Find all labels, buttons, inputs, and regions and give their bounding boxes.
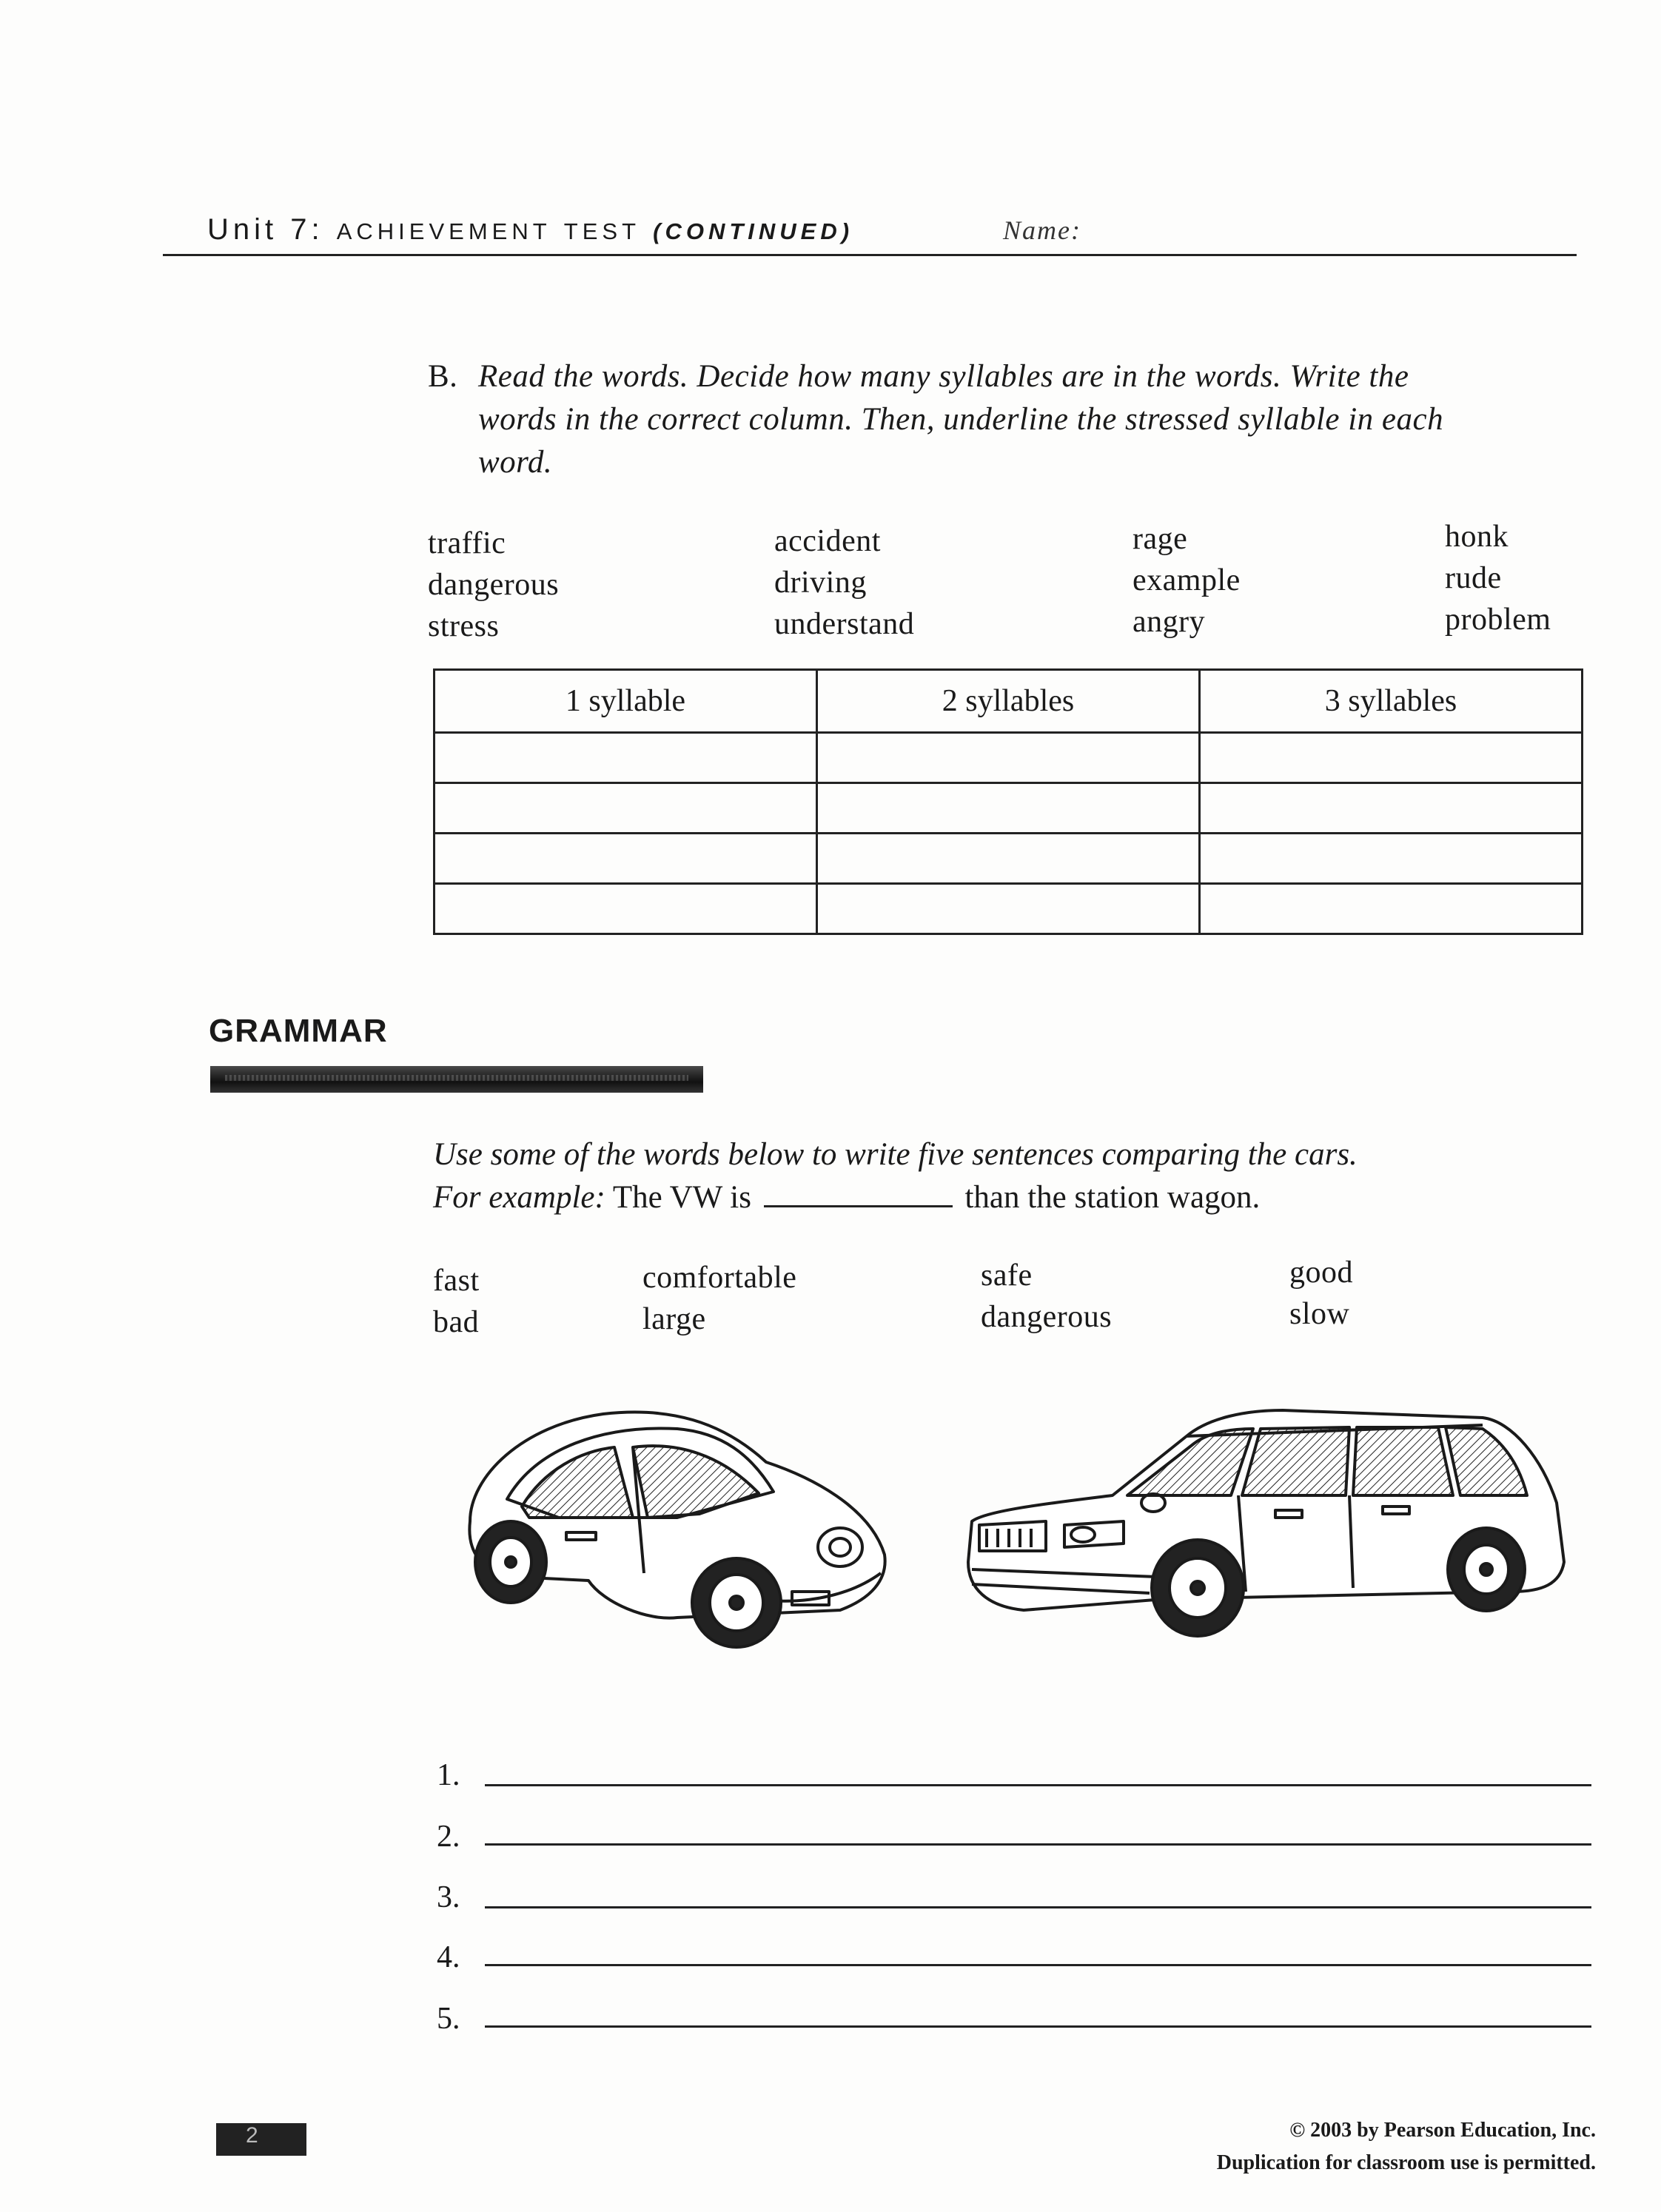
example-label: For example:: [433, 1180, 605, 1215]
word-column-1: [428, 523, 559, 647]
word-item: dangerous: [428, 568, 560, 602]
word-column-3: [1132, 518, 1241, 643]
word-item: good: [1289, 1256, 1353, 1290]
word-item: comfortable: [642, 1261, 797, 1295]
table-row: [434, 834, 1583, 884]
answer-cell[interactable]: [434, 733, 817, 783]
answer-line-1[interactable]: [485, 1784, 1591, 1786]
table-row: [434, 783, 1583, 834]
page-number-tab: [216, 2123, 306, 2156]
grammar-instructions: [433, 1134, 1588, 1219]
answer-cell[interactable]: [817, 884, 1200, 934]
word-column-4: [1445, 516, 1551, 640]
table-row: [434, 733, 1583, 783]
answer-line-4[interactable]: [485, 1964, 1591, 1966]
word-item: problem: [1445, 603, 1551, 637]
vw-beetle-illustration: [455, 1395, 899, 1662]
grammar-instruction-line: Use some of the words below to write five sentences comparing the cars.: [433, 1137, 1358, 1172]
word-item: bad: [433, 1305, 480, 1339]
answer-line-3[interactable]: [485, 1906, 1591, 1908]
header-1-syllable: 1 syllable: [434, 670, 817, 733]
answer-line-5[interactable]: [485, 2025, 1591, 2028]
word-item: honk: [1445, 520, 1509, 554]
copyright-line-1: © 2003 by Pearson Education, Inc.: [1289, 2119, 1596, 2142]
word-item: traffic: [428, 526, 506, 560]
example-after: than the station wagon.: [964, 1180, 1261, 1215]
grammar-word-column-4: [1289, 1252, 1353, 1335]
grammar-title: GRAMMAR: [209, 1013, 388, 1049]
answer-number-4: 4.: [437, 1940, 460, 1974]
station-wagon-illustration: [964, 1392, 1571, 1666]
answer-cell[interactable]: [1200, 783, 1583, 834]
unit-header: [207, 213, 853, 247]
title-test: TEST: [563, 218, 641, 244]
answer-line-2[interactable]: [485, 1843, 1591, 1846]
word-item: fast: [433, 1264, 480, 1298]
section-b-label: B.: [428, 359, 458, 394]
grammar-word-column-2: [642, 1257, 796, 1340]
answer-cell[interactable]: [817, 733, 1200, 783]
example-before: The VW is: [612, 1180, 751, 1215]
unit-label: Unit 7:: [207, 213, 324, 246]
grammar-word-column-1: [433, 1260, 480, 1343]
header-2-syllables: 2 syllables: [817, 670, 1200, 733]
word-item: driving: [774, 566, 867, 600]
answer-cell[interactable]: [434, 884, 817, 934]
word-item: rude: [1445, 561, 1502, 595]
answer-cell[interactable]: [434, 783, 817, 834]
name-label: Name:: [1003, 215, 1081, 245]
word-column-2: [774, 520, 914, 645]
header-rule: [163, 254, 1577, 256]
word-item: rage: [1132, 522, 1188, 556]
instruction-line-2: words in the correct column. Then, underline the stressed syllable in each: [478, 402, 1444, 437]
answer-cell[interactable]: [1200, 884, 1583, 934]
answer-cell[interactable]: [1200, 834, 1583, 884]
title-achievement: ACHIEVEMENT: [336, 218, 551, 244]
word-item: slow: [1289, 1297, 1350, 1331]
syllable-table: [433, 668, 1583, 935]
word-item: large: [642, 1302, 706, 1336]
grammar-example-line: [433, 1176, 1588, 1219]
answer-number-1: 1.: [437, 1758, 460, 1792]
grammar-bar: [210, 1066, 703, 1093]
answer-number-2: 2.: [437, 1820, 460, 1854]
table-row: [434, 884, 1583, 934]
instruction-line-3: word.: [478, 445, 553, 480]
answer-number-5: 5.: [437, 2002, 460, 2036]
word-item: example: [1132, 563, 1241, 597]
title-continued: (CONTINUED): [653, 218, 854, 244]
answer-cell[interactable]: [1200, 733, 1583, 783]
example-blank: [764, 1176, 953, 1207]
answer-cell[interactable]: [817, 834, 1200, 884]
word-item: angry: [1132, 605, 1206, 639]
page-number: 2: [246, 2123, 258, 2148]
section-b-instructions: [428, 355, 1583, 484]
copyright-line-2: Duplication for classroom use is permitted.: [1216, 2151, 1596, 2174]
answer-number-3: 3.: [437, 1880, 460, 1914]
word-item: dangerous: [981, 1300, 1113, 1334]
header-3-syllables: 3 syllables: [1200, 670, 1583, 733]
grammar-word-column-3: [981, 1255, 1112, 1338]
instruction-line-1: Read the words. Decide how many syllables are in the words. Write the: [478, 359, 1409, 394]
word-item: accident: [774, 524, 881, 558]
word-item: stress: [428, 609, 500, 643]
answer-cell[interactable]: [817, 783, 1200, 834]
answer-cell[interactable]: [434, 834, 817, 884]
word-item: safe: [981, 1259, 1033, 1293]
word-item: understand: [774, 607, 915, 641]
copyright-notice: [1217, 2114, 1596, 2179]
